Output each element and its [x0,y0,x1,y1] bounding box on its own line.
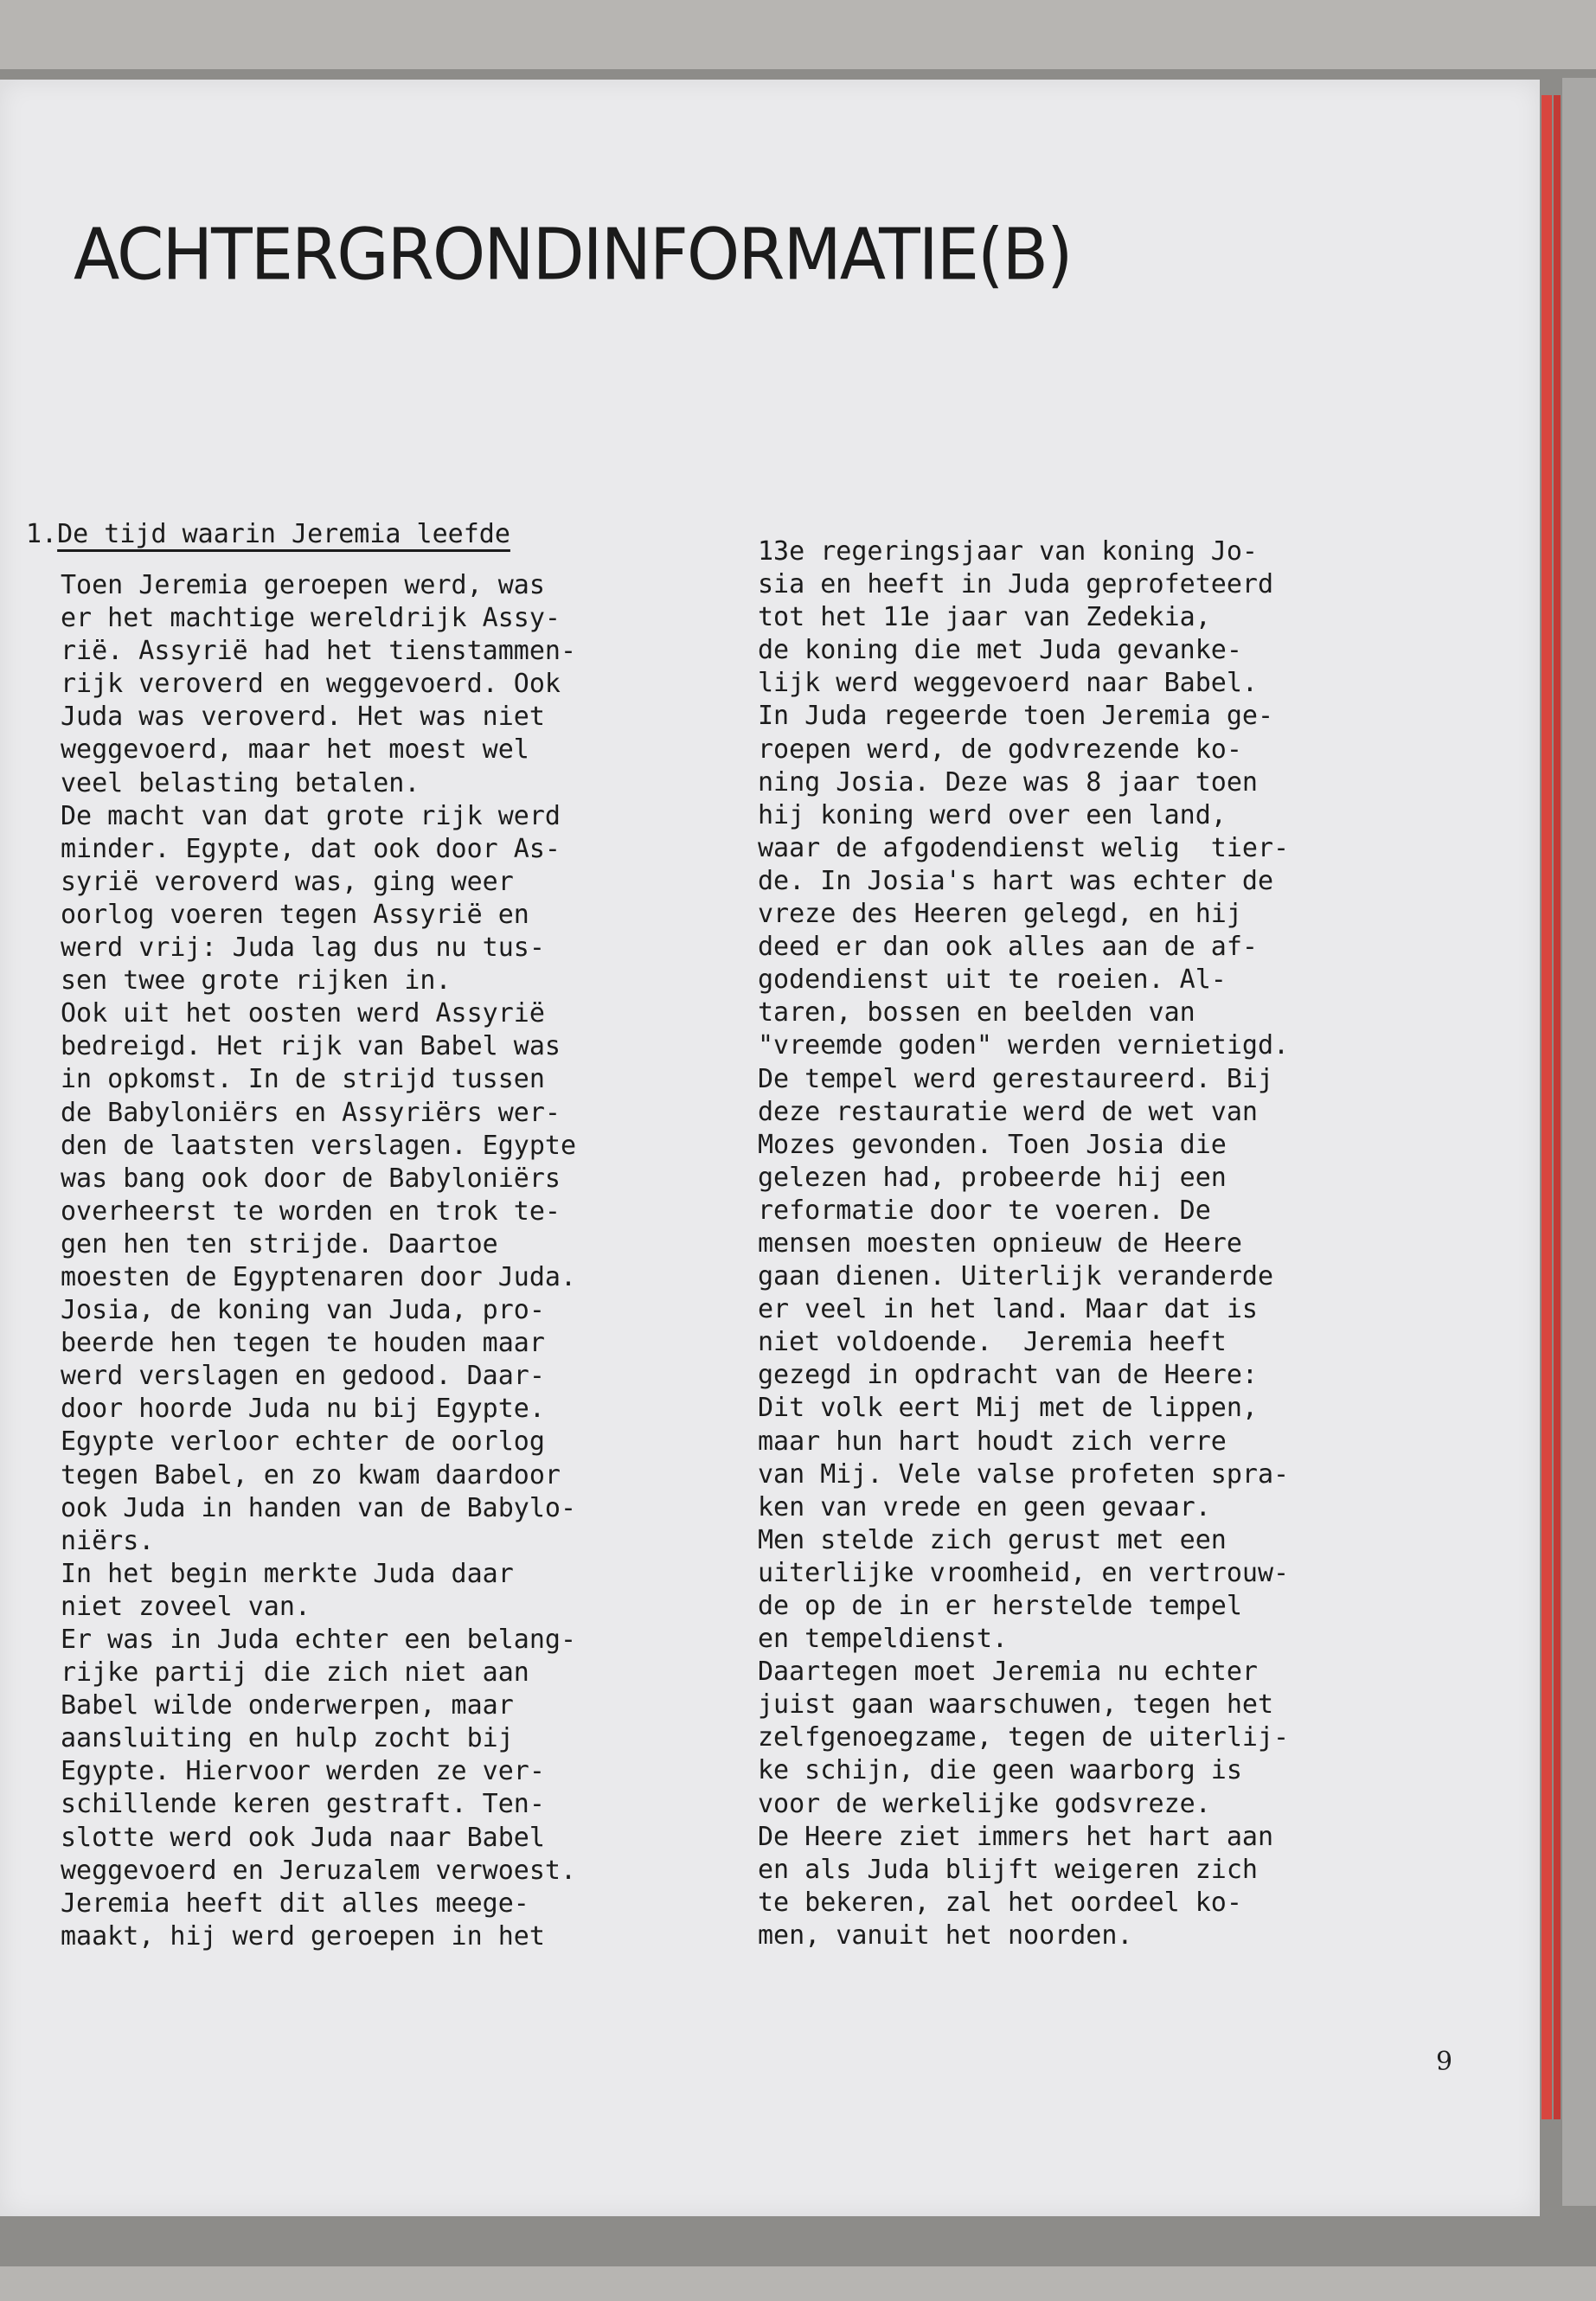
red-page-edge-inner [1554,95,1561,2119]
text-line: De tempel werd gerestaureerd. Bij [758,1063,1274,1094]
text-line: In Juda regeerde toen Jeremia ge- [758,701,1274,732]
text-line: werd vrij: Juda lag dus nu tus- [61,933,545,964]
text-line: men, vanuit het noorden. [758,1920,1133,1951]
text-line: ning Josia. Deze was 8 jaar toen [758,766,1258,798]
text-line: Egypte. Hiervoor werden ze ver- [61,1756,545,1787]
text-line: overheerst te worden en trok te- [61,1195,561,1227]
text-line: gaan dienen. Uiterlijk veranderde [758,1261,1274,1292]
text-line: ke schijn, die geen waarborg is [758,1755,1242,1786]
left-text-column [61,569,753,1953]
section-number: 1. [26,519,58,549]
text-line: en tempeldienst. [758,1624,1008,1655]
text-line: de Babyloniërs en Assyriërs wer- [61,1097,561,1128]
section-heading-text: De tijd waarin Jeremia leefde [57,519,510,549]
text-line: Dit volk eert Mij met de lippen, [758,1393,1258,1424]
text-line: mensen moesten opnieuw de Heere [758,1227,1242,1259]
text-line: maakt, hij werd geroepen in het [61,1920,545,1952]
text-line: Mozes gevonden. Toen Josia die [758,1129,1227,1160]
text-line: oorlog voeren tegen Assyrië en [61,899,529,930]
text-line: veel belasting betalen. [61,767,420,798]
text-line: Babel wilde onderwerpen, maar [61,1690,514,1721]
text-line: vreze des Heeren gelegd, en hij [758,899,1242,930]
text-line: gen hen ten strijde. Daartoe [61,1228,498,1259]
text-line: waar de afgodendienst welig tier- [758,832,1290,863]
text-line: rijk veroverd en weggevoerd. Ook [61,669,561,700]
text-line: minder. Egypte, dat ook door As- [61,833,561,864]
text-line: rië. Assyrië had het tienstammen- [61,636,577,667]
text-line: sen twee grote rijken in. [61,965,452,997]
text-line: weggevoerd en Jeruzalem verwoest. [61,1855,577,1886]
text-line: Ook uit het oosten werd Assyrië [61,998,545,1029]
section-heading [26,519,510,549]
text-line: tegen Babel, en zo kwam daardoor [61,1459,561,1490]
text-line: In het begin merkte Juda daar [61,1558,514,1589]
text-line: Er was in Juda echter een belang- [61,1625,577,1655]
text-line: Daartegen moet Jeremia nu echter [758,1657,1258,1688]
text-line: Jeremia heeft dit alles meege- [61,1888,529,1919]
text-line: rijke partij die zich niet aan [61,1657,529,1689]
text-line: er het machtige wereldrijk Assy- [61,603,561,634]
text-line: taren, bossen en beelden van [758,997,1195,1029]
text-line: werd verslagen en gedood. Daar- [61,1361,545,1392]
text-line: reformatie door te voeren. De [758,1195,1211,1226]
text-line: lijk werd weggevoerd naar Babel. [758,668,1258,699]
red-page-edge [1542,95,1552,2119]
text-line: "vreemde goden" werden vernietigd. [758,1030,1290,1061]
text-line: en als Juda blijft weigeren zich [758,1854,1258,1885]
text-line: deed er dan ook alles aan de af- [758,932,1258,963]
text-line: De Heere ziet immers het hart aan [758,1821,1274,1852]
text-line: Toen Jeremia geroepen werd, was [61,570,545,600]
text-line: ken van vrede en geen gevaar. [758,1491,1211,1522]
text-line: uiterlijke vroomheid, en vertrouw- [758,1557,1290,1588]
text-line: niet zoveel van. [61,1591,311,1622]
text-line: niërs. [61,1525,155,1556]
text-line: was bang ook door de Babyloniërs [61,1163,561,1194]
text-line: den de laatsten verslagen. Egypte [61,1130,577,1161]
text-line: Egypte verloor echter de oorlog [61,1426,545,1458]
page-number: 9 [1436,2047,1453,2077]
text-line: door hoorde Juda nu bij Egypte. [61,1394,545,1425]
text-line: Juda was veroverd. Het was niet [61,702,545,733]
text-line: 13e regeringsjaar van koning Jo- [758,536,1258,567]
text-line: Josia, de koning van Juda, pro- [61,1295,545,1326]
text-line: te bekeren, zal het oordeel ko- [758,1887,1242,1918]
text-line: sia en heeft in Juda geprofeteerd [758,569,1274,600]
text-line: weggevoerd, maar het moest wel [61,734,529,766]
text-line: beerde hen tegen te houden maar [61,1328,545,1359]
text-line: bedreigd. Het rijk van Babel was [61,1031,561,1062]
text-line: gezegd in opdracht van de Heere: [758,1360,1258,1391]
text-line: de koning die met Juda gevanke- [758,635,1242,666]
right-text-column [758,535,1450,1952]
text-line: juist gaan waarschuwen, tegen het [758,1689,1274,1721]
text-line: gelezen had, probeerde hij een [758,1162,1227,1193]
text-line: de. In Josia's hart was echter de [758,865,1274,896]
page-title: ACHTERGRONDINFORMATIE(B) [74,215,1072,297]
text-line: de op de in er herstelde tempel [758,1591,1242,1621]
text-line: syrië veroverd was, ging weer [61,866,514,897]
text-line: schillende keren gestraft. Ten- [61,1789,545,1820]
text-line: De macht van dat grote rijk werd [61,800,561,831]
text-line: zelfgenoegzame, tegen de uiterlij- [758,1722,1290,1753]
text-line: ook Juda in handen van de Babylo- [61,1492,577,1523]
text-line: slotte werd ook Juda naar Babel [61,1822,545,1853]
text-line: van Mij. Vele valse profeten spra- [758,1458,1290,1490]
text-line: deze restauratie werd de wet van [758,1096,1258,1127]
text-line: moesten de Egyptenaren door Juda. [61,1261,577,1292]
text-line: voor de werkelijke godsvreze. [758,1788,1211,1819]
text-line: roepen werd, de godvrezende ko- [758,734,1242,765]
book-spine-strip [1562,78,1596,2206]
text-line: Men stelde zich gerust met een [758,1524,1227,1555]
text-line: hij koning werd over een land, [758,799,1227,830]
text-line: godendienst uit te roeien. Al- [758,965,1227,996]
text-line: tot het 11e jaar van Zedekia, [758,602,1211,633]
text-line: maar hun hart houdt zich verre [758,1426,1227,1457]
text-line: aansluiting en hulp zocht bij [61,1723,514,1754]
text-line: niet voldoende. Jeremia heeft [758,1327,1227,1358]
text-line: in opkomst. In de strijd tussen [61,1064,545,1095]
text-line: er veel in het land. Maar dat is [758,1294,1258,1325]
